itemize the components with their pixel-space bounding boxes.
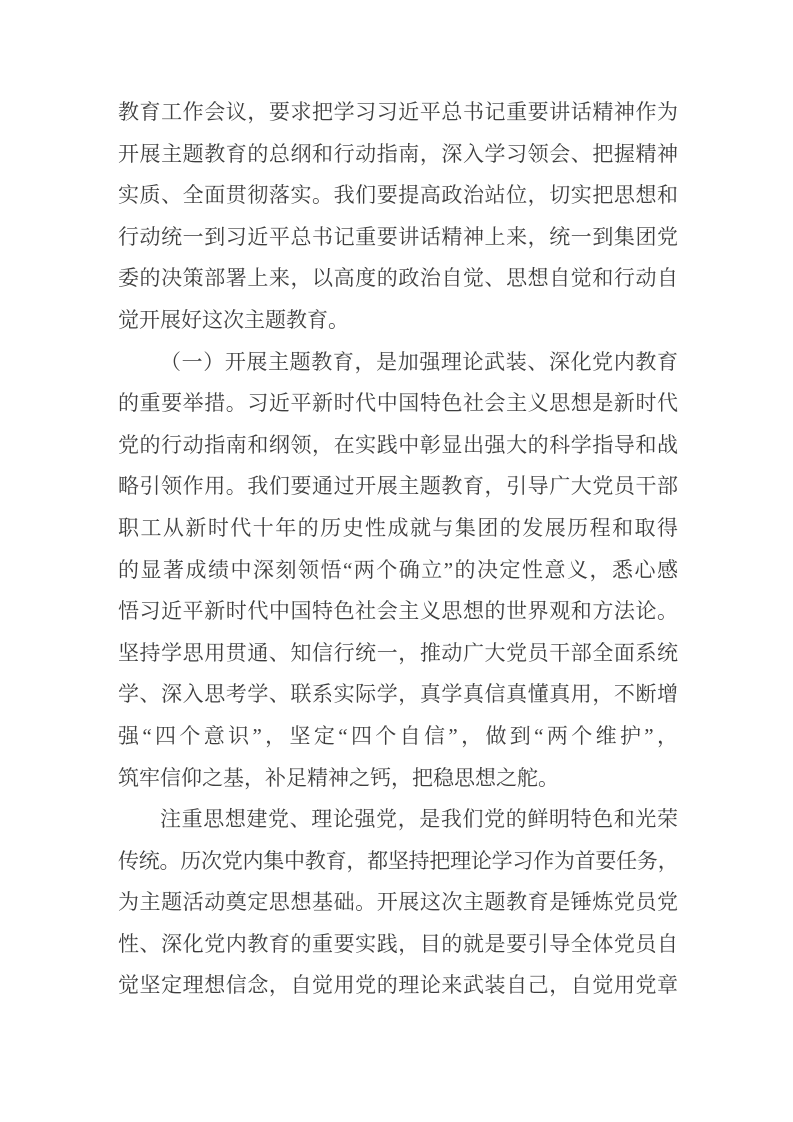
text-line: 的显著成绩中深刻领悟“两个确立”的决定性意义，悉心感 xyxy=(118,557,678,582)
text-line: 传统。历次党内集中教育，都坚持把理论学习作为首要任务， xyxy=(118,848,678,873)
text-line: 党的行动指南和纲领，在实践中彰显出强大的科学指导和战 xyxy=(118,432,678,457)
text-line: 开展主题教育的总纲和行动指南，深入学习领会、把握精神 xyxy=(118,141,678,166)
text-line: 职工从新时代十年的历史性成就与集团的发展历程和取得 xyxy=(118,515,678,540)
text-line: 行动统一到习近平总书记重要讲话精神上来，统一到集团党 xyxy=(118,224,678,249)
text-line: 实质、全面贯彻落实。我们要提高政治站位，切实把思想和 xyxy=(118,183,678,208)
document-body xyxy=(118,92,678,1007)
text-line: 觉开展好这次主题教育。 xyxy=(118,307,349,332)
text-line: 坚持学思用贯通、知信行统一，推动广大党员干部全面系统 xyxy=(118,640,678,665)
text-line: 委的决策部署上来，以高度的政治自觉、思想自觉和行动自 xyxy=(118,266,678,291)
text-line: 强“四个意识”，坚定“四个自信”，做到“两个维护”， xyxy=(118,723,678,748)
text-line: 学、深入思考学、联系实际学，真学真信真懂真用，不断增 xyxy=(118,682,678,707)
text-line: 悟习近平新时代中国特色社会主义思想的世界观和方法论。 xyxy=(118,599,678,624)
text-line: 的重要举措。习近平新时代中国特色社会主义思想是新时代 xyxy=(118,391,678,416)
text-line: 筑牢信仰之基，补足精神之钙，把稳思想之舵。 xyxy=(118,765,559,790)
text-line: 注重思想建党、理论强党，是我们党的鲜明特色和光荣 xyxy=(160,807,678,832)
text-line: 为主题活动奠定思想基础。开展这次主题教育是锤炼党员党 xyxy=(118,890,678,915)
text-line: 略引领作用。我们要通过开展主题教育，引导广大党员干部 xyxy=(118,474,678,499)
text-line: （一）开展主题教育，是加强理论武装、深化党内教育 xyxy=(160,349,678,374)
text-line: 教育工作会议，要求把学习习近平总书记重要讲话精神作为 xyxy=(118,100,678,124)
text-line: 觉坚定理想信念，自觉用党的理论来武装自己，自觉用党章 xyxy=(118,973,678,998)
text-line: 性、深化党内教育的重要实践，目的就是要引导全体党员自 xyxy=(118,931,678,956)
